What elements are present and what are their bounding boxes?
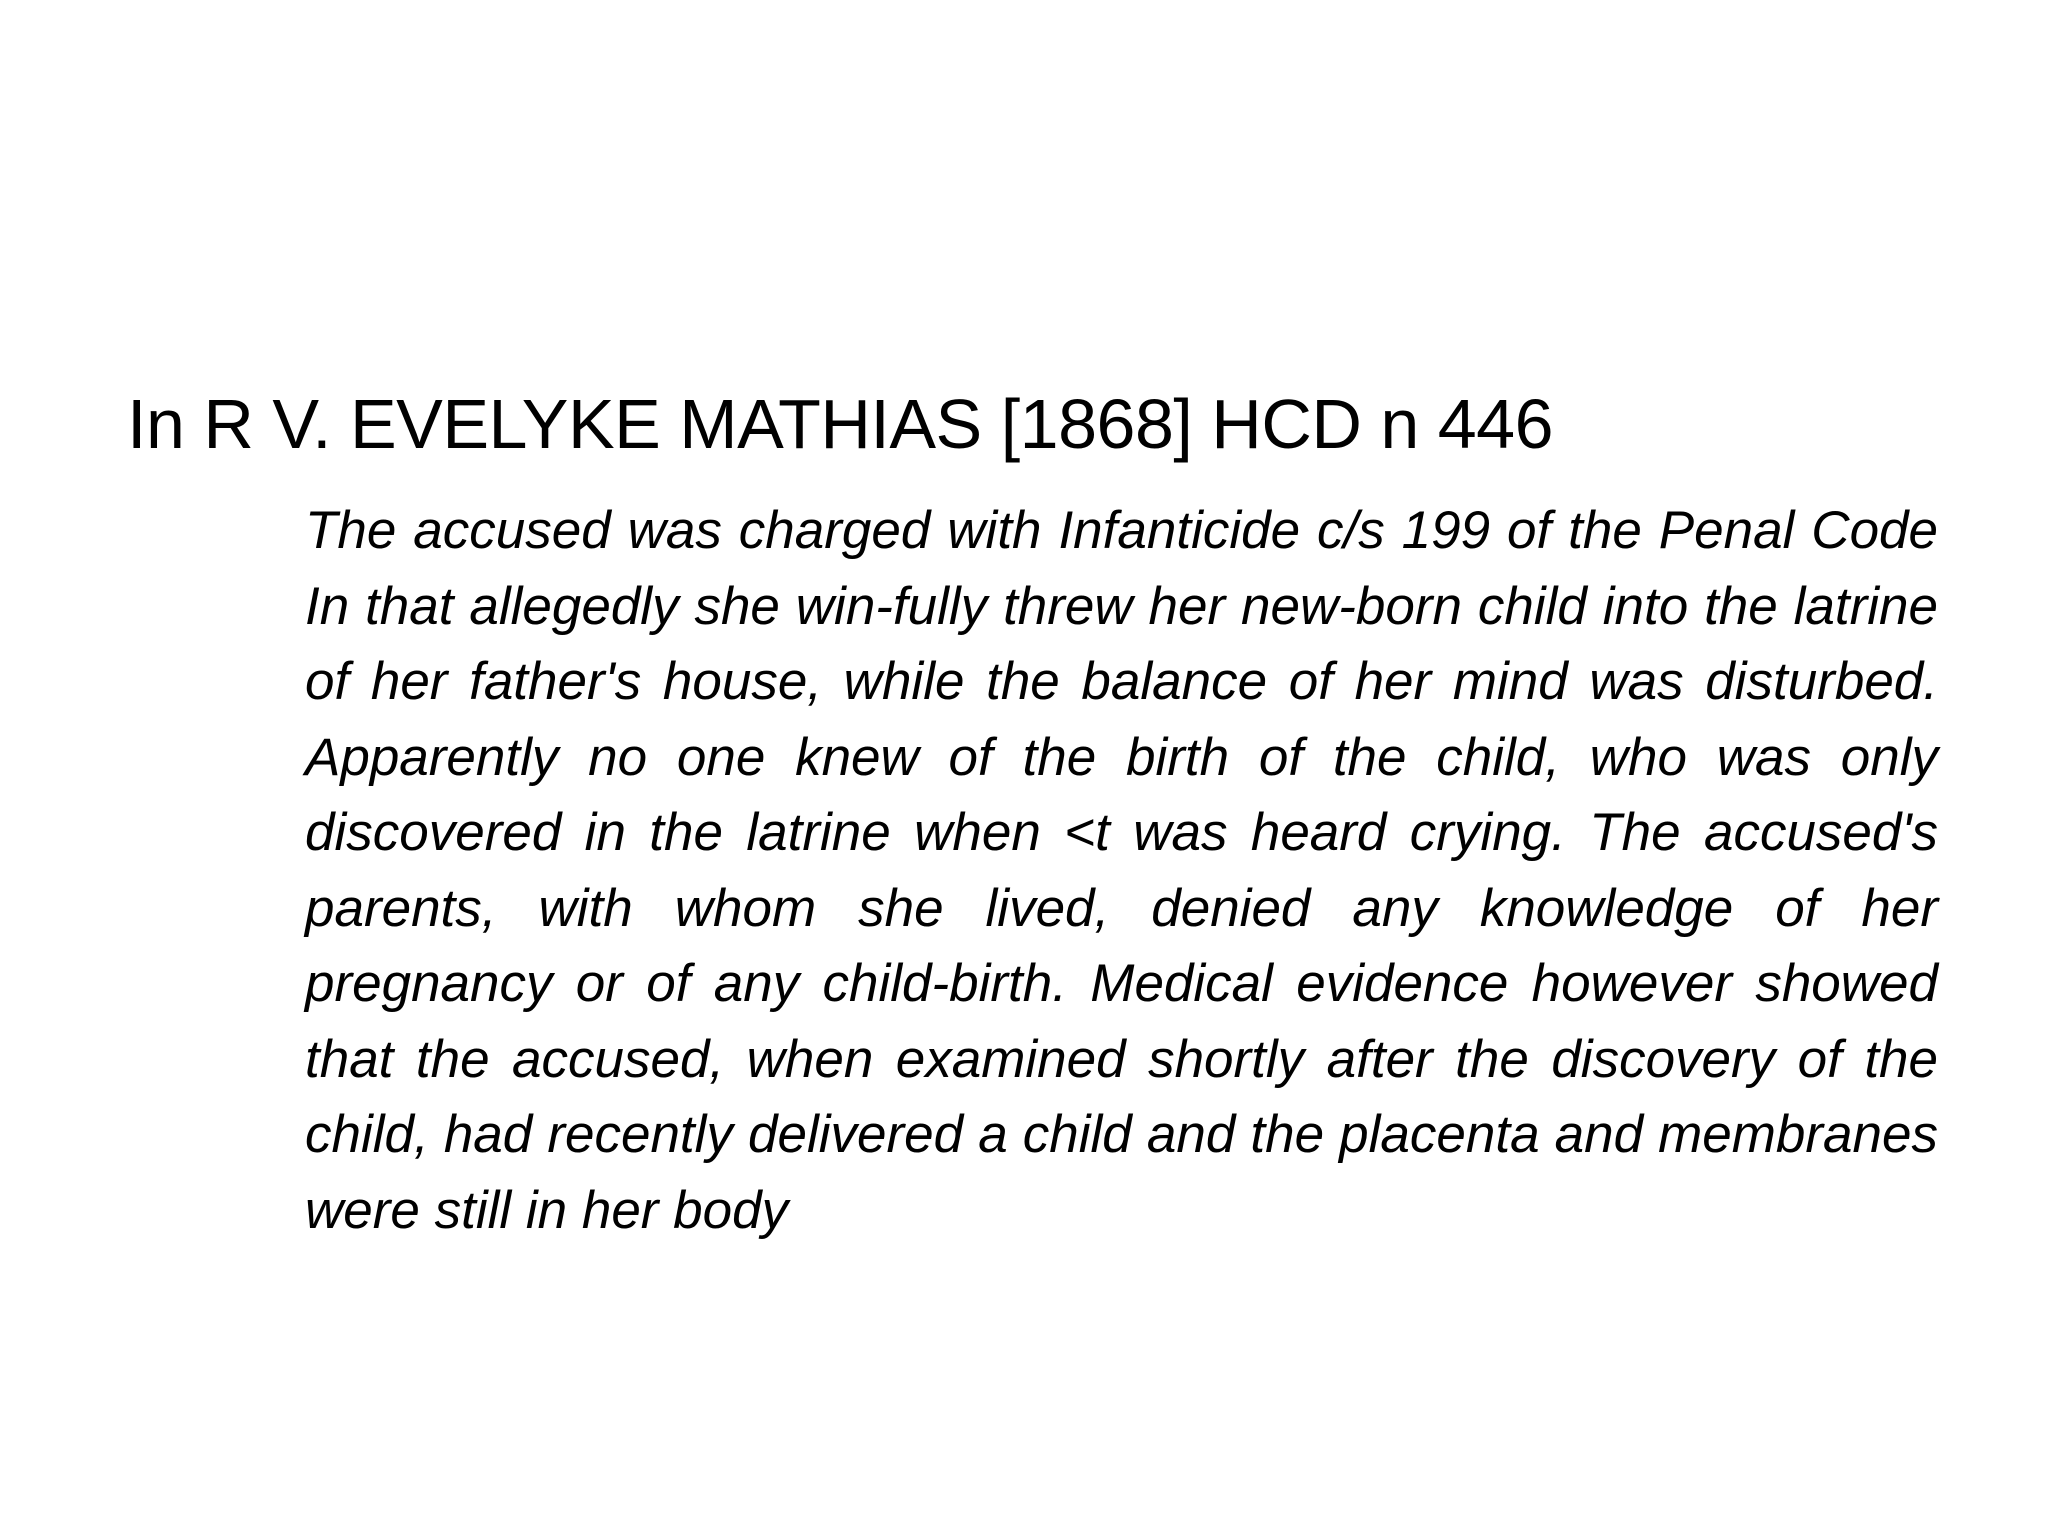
case-body-text: The accused was charged with Infanticide c/s 199 of the Penal Code In that allegedly she win-fully threw her new-born child into the latrine of her father's house, while the balance of her mind was disturbed. Apparently no one knew of the birth of the child, who was only discovered in the latrine when <t was heard crying. The accused's parents, with whom she lived, denied any knowledge of her pregnancy or of any child-birth. Medical evidence however showed that the accused, when examined shortly after the discovery of the child, had recently delivered a child and the placenta and membranes were still in her body — [305, 501, 1938, 1240]
case-heading: In R V. EVELYKE MATHIAS [1868] HCD n 446 — [127, 385, 1554, 463]
